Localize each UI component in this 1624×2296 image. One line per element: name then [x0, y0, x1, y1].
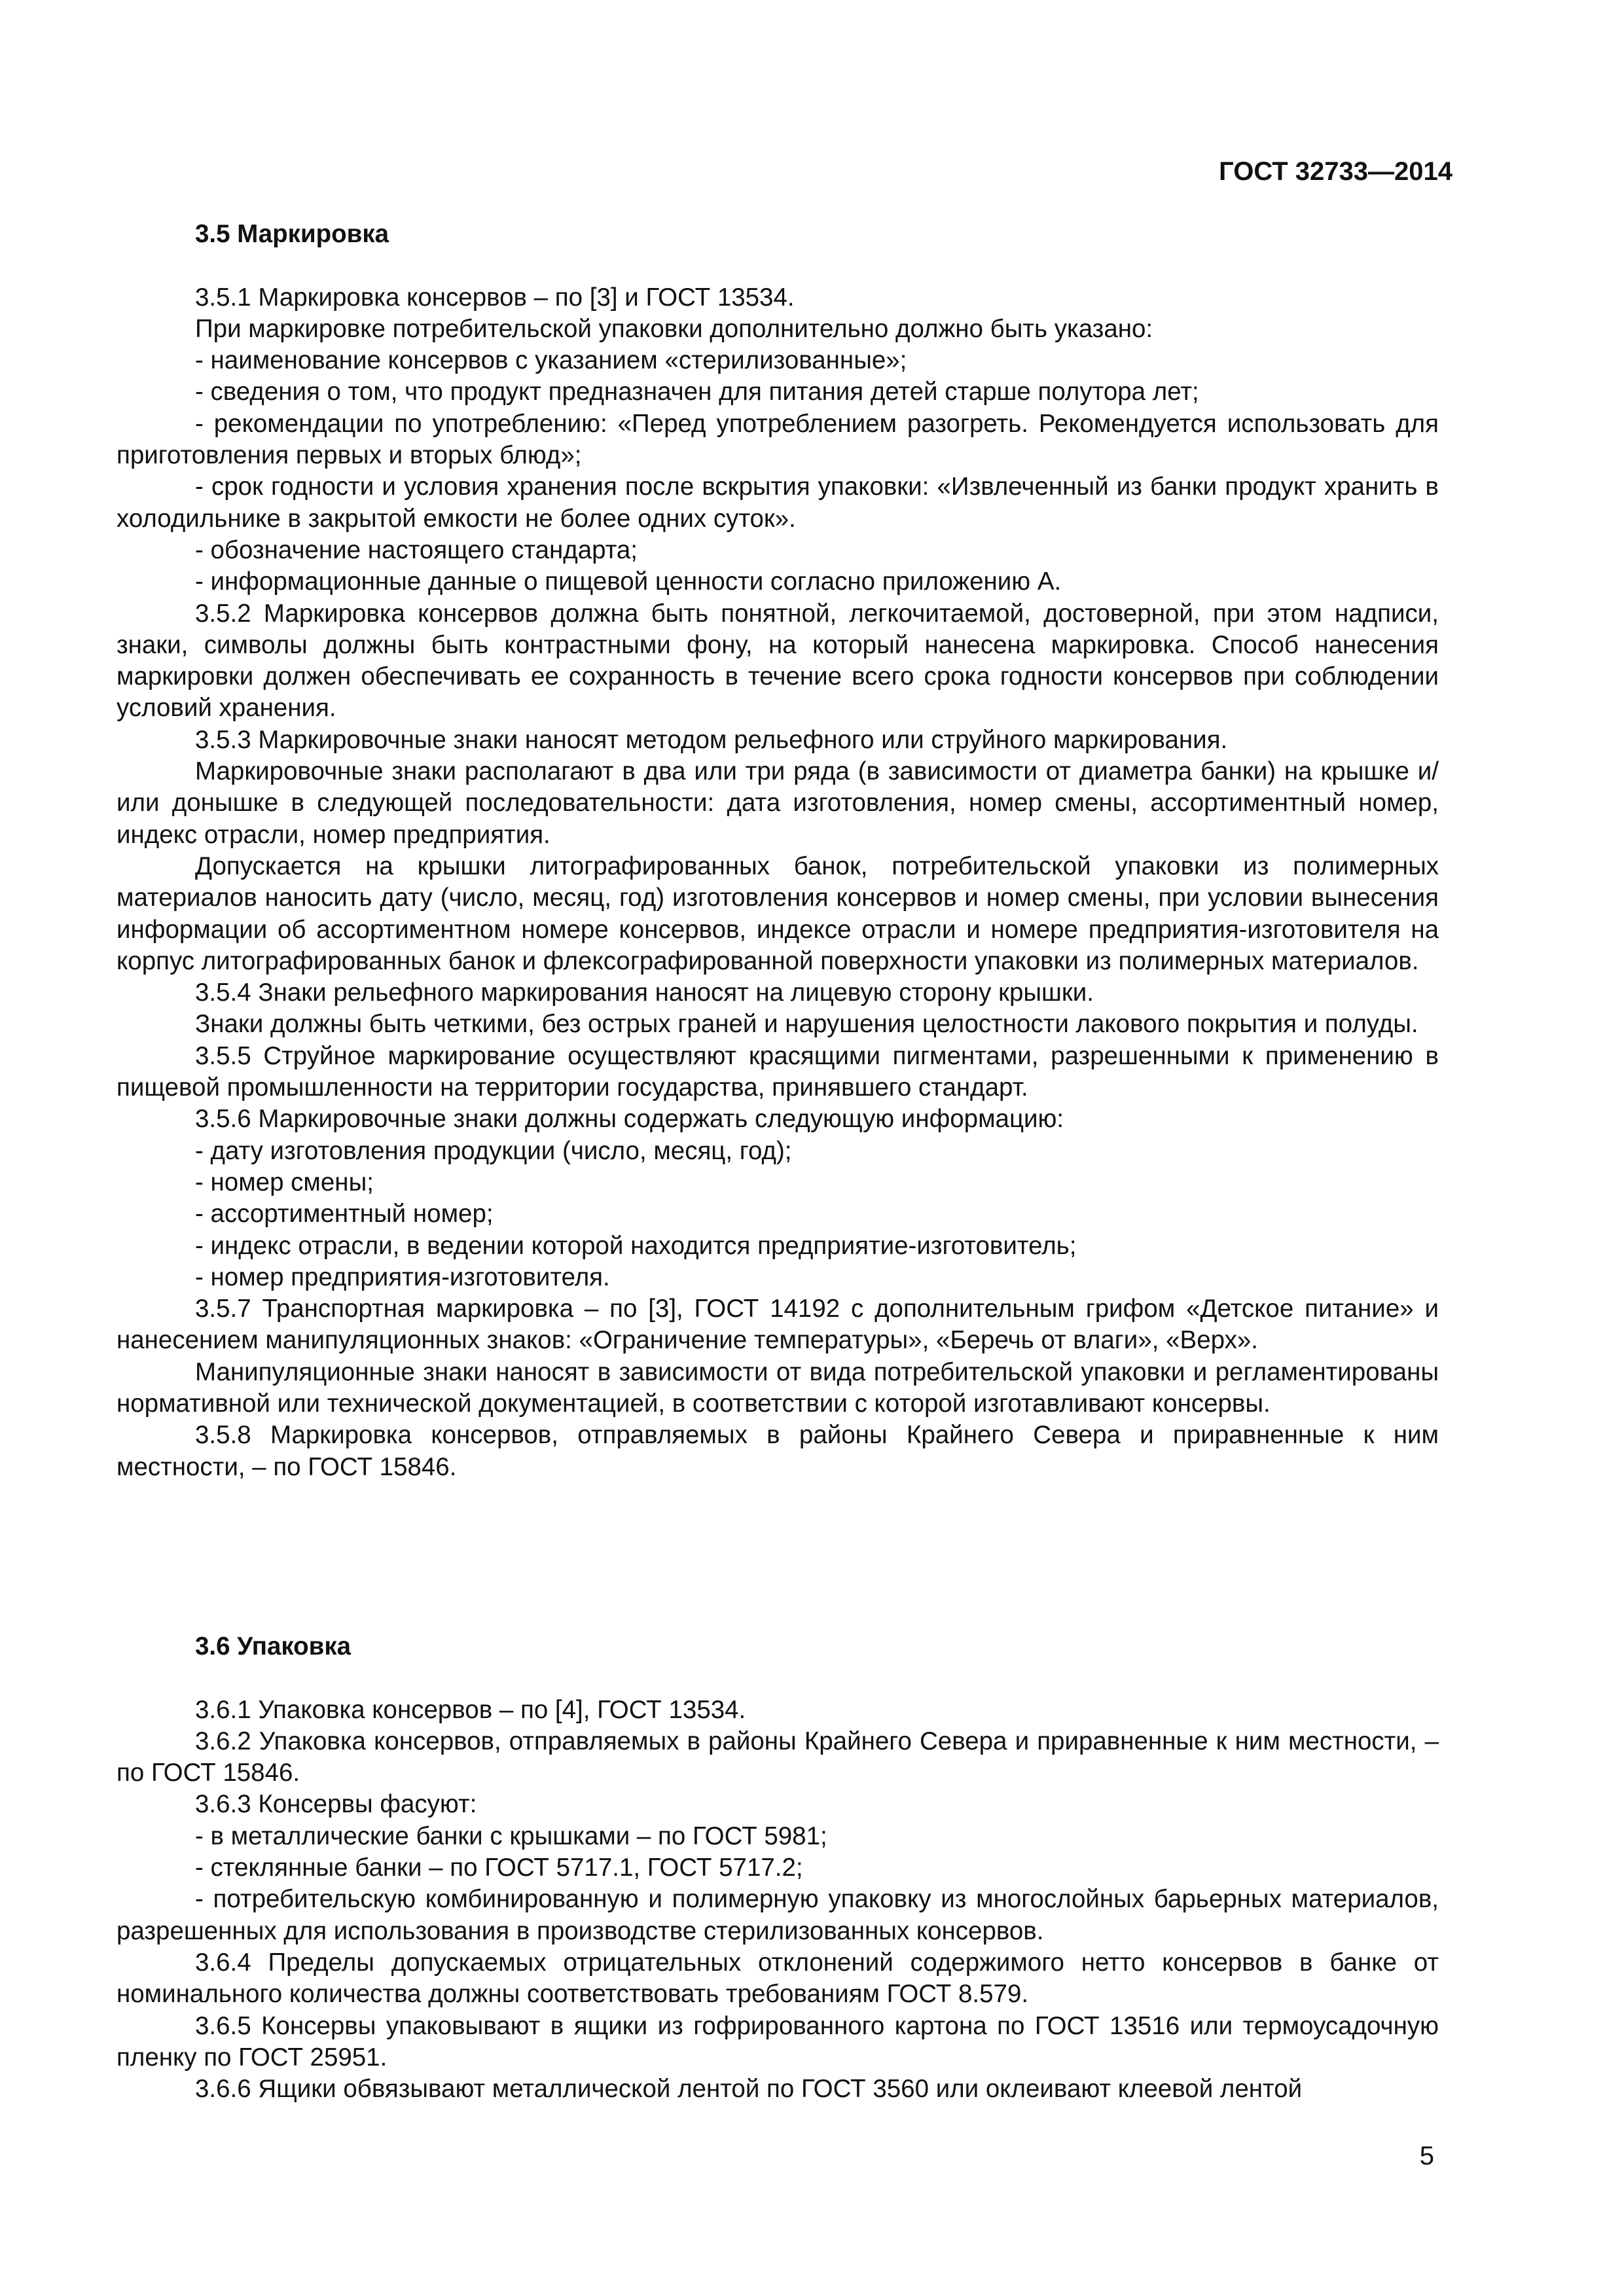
list-item: - индекс отрасли, в ведении которой находится предприятие-изготовитель;	[195, 1231, 1077, 1260]
section-packaging	[117, 1631, 1439, 2105]
paragraph: Маркировочные знаки располагают в два или три ряда (в зависимости от диаметра банки) на крышке и/или донышке в следующей последовательности: дата изготовления, номер смены, ассортиментный номер, индекс отрасли, номер предприятия.	[117, 757, 1439, 849]
list-item: - номер предприятия-изготовителя.	[195, 1263, 610, 1291]
paragraph: Знаки должны быть четкими, без острых граней и нарушения целостности лакового покрытия и полуды.	[195, 1010, 1418, 1039]
list-item: - рекомендации по употреблению: «Перед употреблением разогреть. Рекомендуется использовать для приготовления первых и вторых блюд»;	[117, 409, 1439, 470]
paragraph: 3.5.8 Маркировка консервов, отправляемых в районы Крайнего Севера и приравненные к ним местности, – по ГОСТ 15846.	[117, 1421, 1439, 1481]
list-item: - дату изготовления продукции (число, месяц, год);	[195, 1136, 792, 1165]
list-item: - обозначение настоящего стандарта;	[195, 535, 638, 564]
paragraph: 3.5.3 Маркировочные знаки наносят методом рельефного или струйного маркирования.	[195, 725, 1228, 754]
list-item: - сведения о том, что продукт предназначен для питания детей старше полутора лет;	[195, 378, 1199, 406]
paragraph: 3.5.1 Маркировка консервов – по [3] и ГОСТ 13534.	[195, 283, 795, 312]
paragraph: 3.6.5 Консервы упаковывают в ящики из гофрированного картона по ГОСТ 13516 или термоусадочную пленку по ГОСТ 25951.	[117, 2011, 1439, 2072]
list-item: - номер смены;	[195, 1168, 374, 1196]
paragraph: 3.5.2 Маркировка консервов должна быть понятной, легкочитаемой, достоверной, при этом надписи, знаки, символы должны быть контрастными фону, на который нанесена маркировка. Способ нанесения маркировки должен обеспечивать ее сохранность в течение всего срока годности консервов при соблюдении условий хранения.	[117, 599, 1439, 723]
paragraph: Допускается на крышки литографированных банок, потребительской упаковки из полимерных материалов наносить дату (число, месяц, год) изготовления консервов и номер смены, при условии вынесения информации об ассортиментном номере консервов, индексе отрасли и номере предприятия-изготовителя на корпус литографированных банок и флексографированной поверхности упаковки из полимерных материалов.	[117, 852, 1439, 975]
list-item: - срок годности и условия хранения после вскрытия упаковки: «Извлеченный из банки продукт хранить в холодильнике в закрытой емкости не более одних суток».	[117, 473, 1439, 533]
paragraph: 3.6.1 Упаковка консервов – по [4], ГОСТ 13534.	[195, 1695, 746, 1724]
paragraph: 3.5.7 Транспортная маркировка – по [3], ГОСТ 14192 с дополнительным грифом «Детское питание» и нанесением манипуляционных знаков: «Ограничение температуры», «Беречь от влаги», «Верх».	[117, 1295, 1439, 1355]
section-heading: 3.5 Маркировка	[195, 220, 389, 248]
paragraph: 3.6.3 Консервы фасуют:	[195, 1790, 477, 1819]
paragraph: При маркировке потребительской упаковки дополнительно должно быть указано:	[195, 314, 1153, 343]
paragraph: 3.5.5 Струйное маркирование осуществляют красящими пигментами, разрешенными к применению в пищевой промышленности на территории государства, принявшего стандарт.	[117, 1041, 1439, 1102]
paragraph: 3.5.4 Знаки рельефного маркирования наносят на лицевую сторону крышки.	[195, 978, 1094, 1007]
paragraph: Манипуляционные знаки наносят в зависимости от вида потребительской упаковки и регламентированы нормативной или технической документацией, в соответствии с которой изготавливают консервы.	[117, 1357, 1439, 1418]
paragraph: 3.6.2 Упаковка консервов, отправляемых в районы Крайнего Севера и приравненные к ним местности, – по ГОСТ 15846.	[117, 1727, 1439, 1787]
paragraph: 3.6.6 Ящики обвязывают металлической лентой по ГОСТ 3560 или оклеивают клеевой лентой	[195, 2075, 1303, 2104]
list-item: - наименование консервов с указанием «стерилизованные»;	[195, 346, 907, 375]
list-item: - информационные данные о пищевой ценности согласно приложению А.	[195, 567, 1062, 596]
list-item: - ассортиментный номер;	[195, 1200, 494, 1229]
section-heading: 3.6 Упаковка	[195, 1632, 351, 1660]
list-item: - потребительскую комбинированную и полимерную упаковку из многослойных барьерных материалов, разрешенных для использования в производстве стерилизованных консервов.	[117, 1885, 1439, 1945]
document-code-header: ГОСТ 32733—2014	[1219, 157, 1453, 186]
section-marking	[117, 219, 1439, 1483]
page-number: 5	[1419, 2142, 1434, 2170]
list-item: - стеклянные банки – по ГОСТ 5717.1, ГОСТ 5717.2;	[195, 1854, 803, 1882]
list-item: - в металлические банки с крышками – по ГОСТ 5981;	[195, 1821, 827, 1850]
paragraph: 3.6.4 Пределы допускаемых отрицательных отклонений содержимого нетто консервов в банке от номинального количества должны соответствовать требованиям ГОСТ 8.579.	[117, 1948, 1439, 2009]
paragraph: 3.5.6 Маркировочные знаки должны содержать следующую информацию:	[195, 1105, 1064, 1134]
